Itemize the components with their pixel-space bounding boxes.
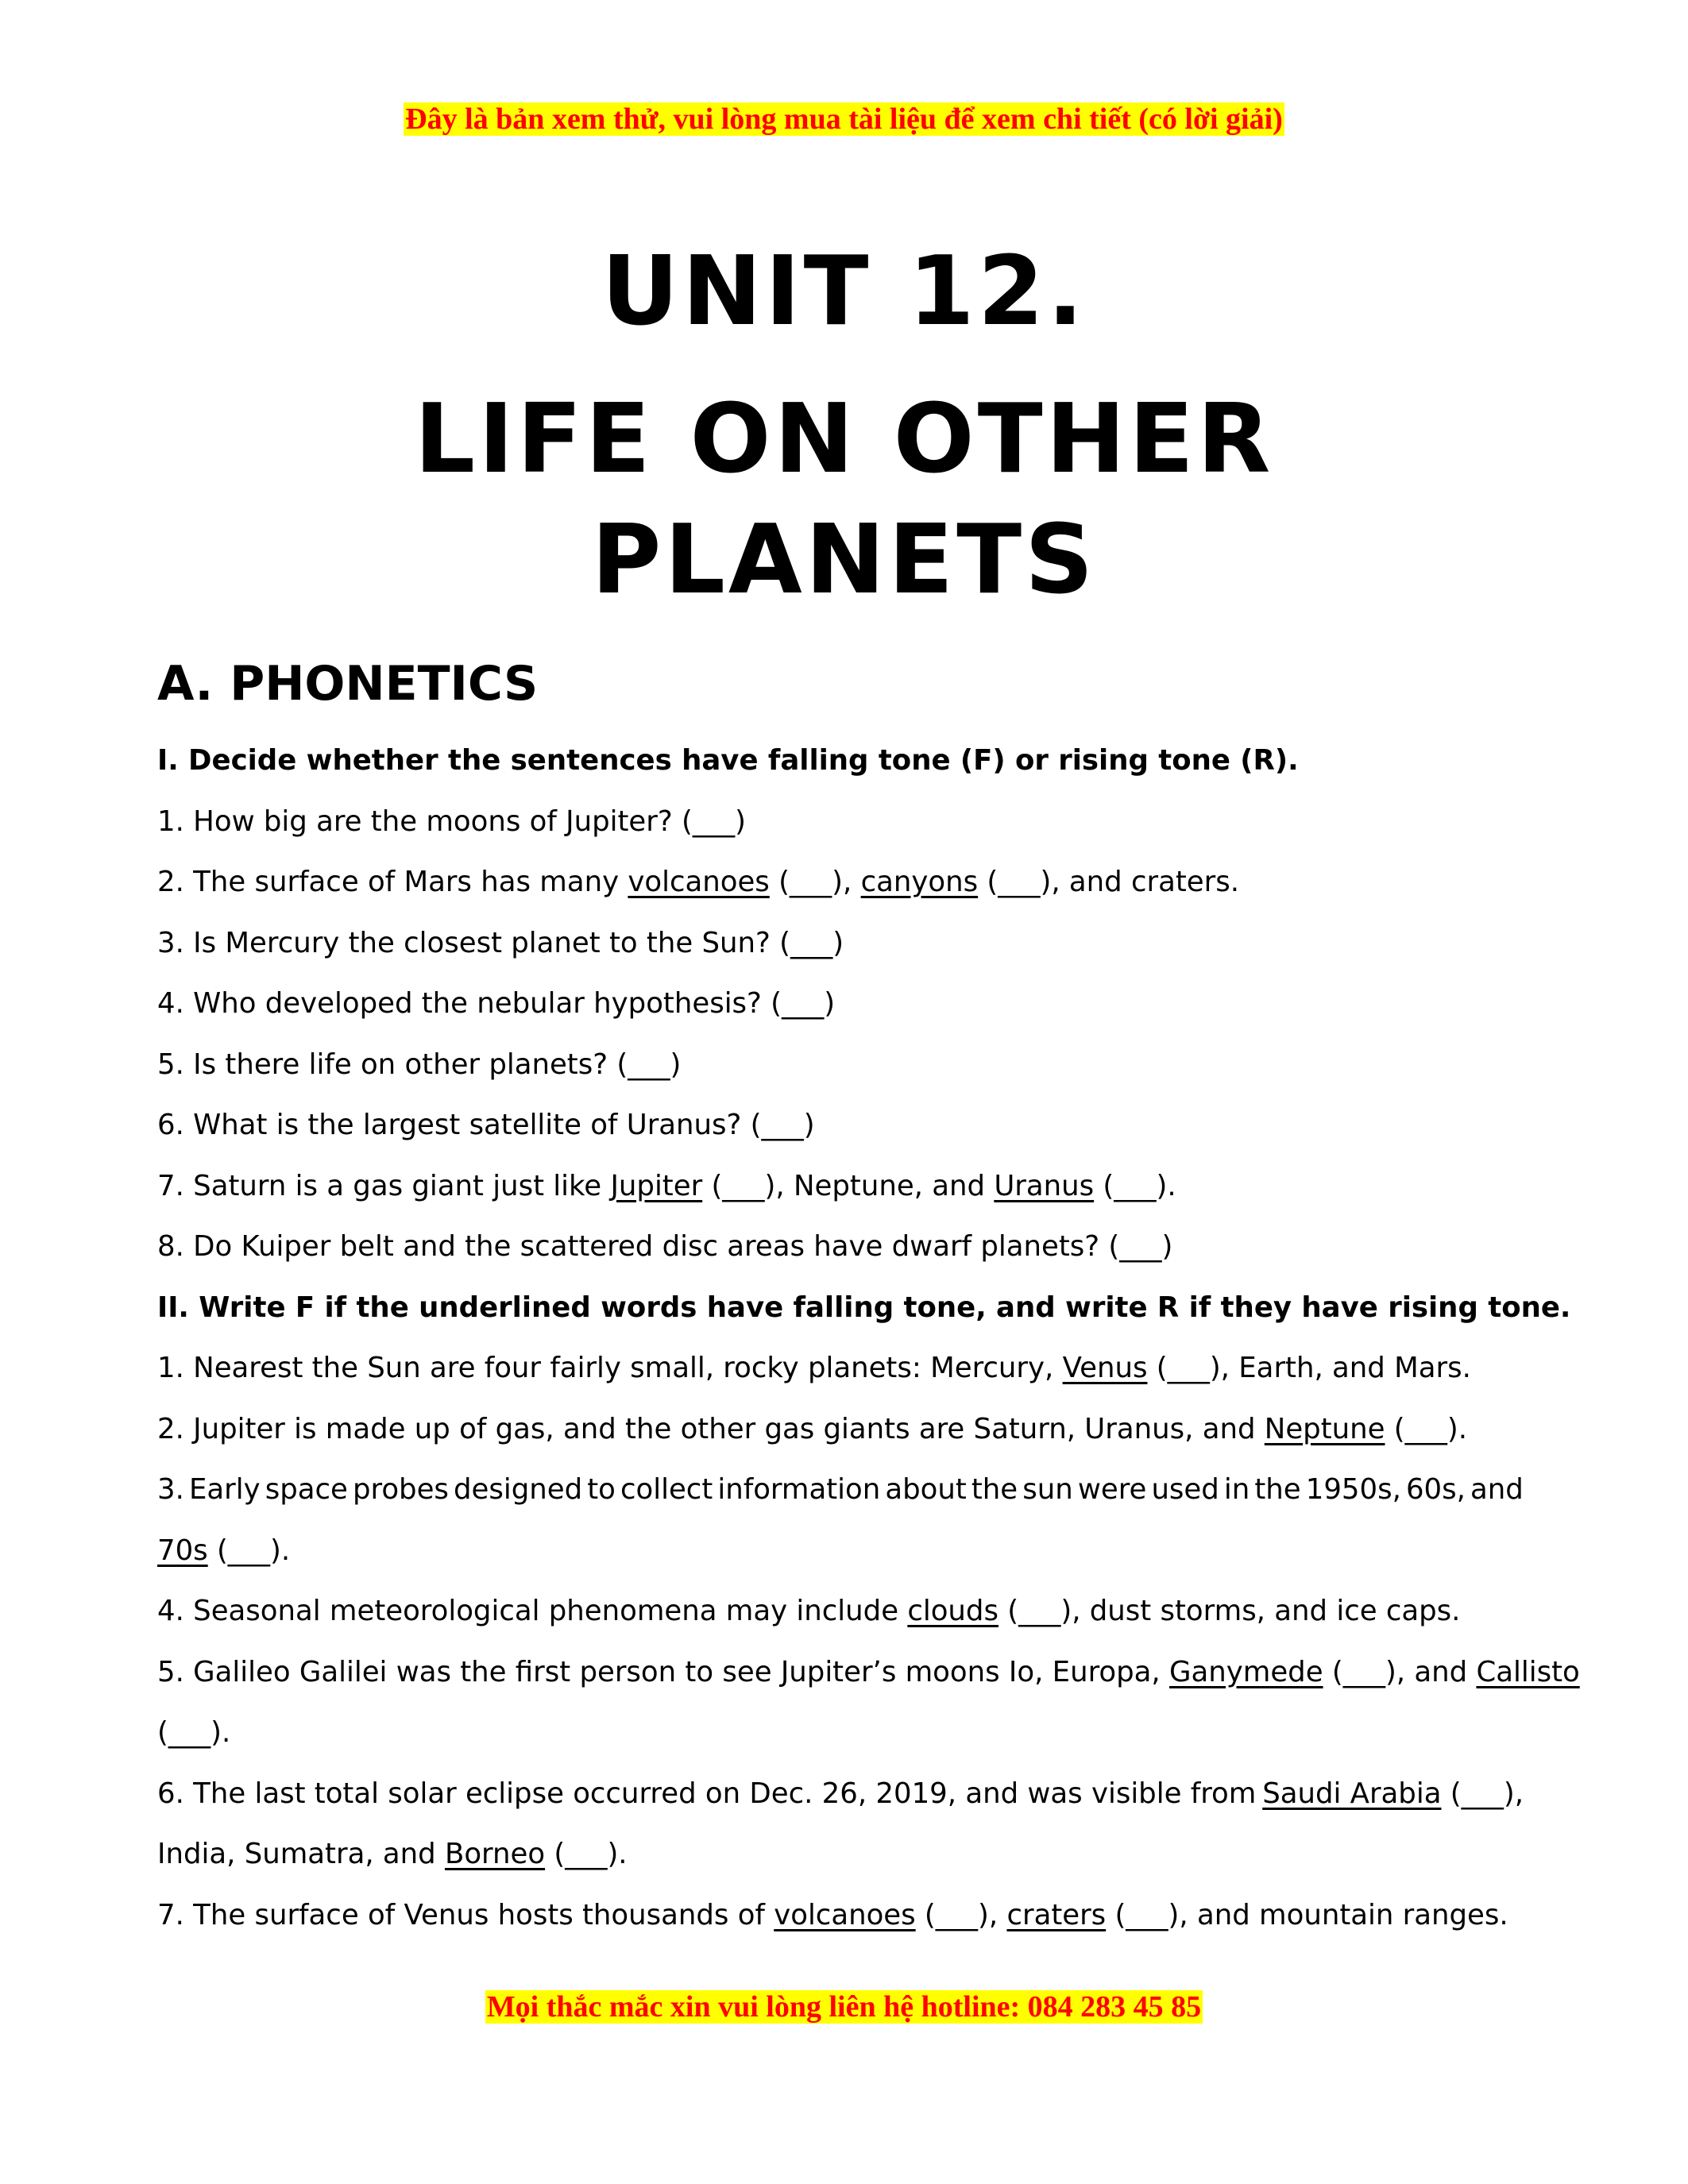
exercise-2-question-5-line1: 5. Galileo Galilei was the first person to see Jupiter’s moons Io, Europa, Ganymede (___), and Callisto <box>157 1655 1580 1688</box>
hotline-text: Mọi thắc mắc xin vui lòng liên hệ hotline: 084 283 45 85 <box>486 1990 1202 2024</box>
underlined-word: volcanoes <box>774 1898 916 1931</box>
underlined-word: Venus <box>1062 1352 1148 1384</box>
exercise-1-question-7: 7. Saturn is a gas giant just like Jupiter (___), Neptune, and Uranus (___). <box>157 1169 1176 1202</box>
underlined-word: Saudi Arabia <box>1262 1777 1442 1810</box>
exercise-2-question-4: 4. Seasonal meteorological phenomena may include clouds (___), dust storms, and ice caps. <box>157 1595 1461 1627</box>
underlined-word: Neptune <box>1264 1412 1385 1445</box>
unit-title: UNIT 12. <box>601 237 1087 347</box>
exercise-2-heading: II. Write F if the underlined words have falling tone, and write R if they have rising tone. <box>157 1291 1571 1324</box>
exercise-body <box>157 731 1580 1946</box>
exercise-1-question-6: 6. What is the largest satellite of Uranus? (___) <box>157 1109 815 1141</box>
underlined-word: canyons <box>860 866 979 898</box>
exercise-2-question-6-line2: India, Sumatra, and Borneo (___). <box>157 1838 628 1870</box>
section-heading-phonetics: A. PHONETICS <box>157 656 539 712</box>
exercise-1-question-3: 3. Is Mercury the closest planet to the Sun? (___) <box>157 926 844 959</box>
exercise-2-question-1: 1. Nearest the Sun are four fairly small, rocky planets: Mercury, Venus (___), Earth, and Mars. <box>157 1352 1471 1384</box>
preview-notice-text: Đây là bản xem thử, vui lòng mua tài liệu để xem chi tiết (có lời giải) <box>405 102 1283 136</box>
underlined-word: clouds <box>907 1595 999 1627</box>
exercise-1-question-4: 4. Who developed the nebular hypothesis? (___) <box>157 987 836 1020</box>
underlined-word: Borneo <box>444 1838 546 1870</box>
exercise-1-question-5: 5. Is there life on other planets? (___) <box>157 1048 682 1081</box>
exercise-2-question-3-line1: 3. Early space probes designed to collect information about the sun were used in the 1950s, 60s, and <box>157 1473 1524 1506</box>
underlined-word: volcanoes <box>628 866 770 898</box>
exercise-1-question-8: 8. Do Kuiper belt and the scattered disc areas have dwarf planets? (___) <box>157 1230 1173 1263</box>
unit-subtitle-line1: LIFE ON OTHER <box>414 384 1274 495</box>
underlined-word: Uranus <box>994 1169 1095 1202</box>
unit-subtitle-line2: PLANETS <box>591 505 1097 615</box>
underlined-word: Jupiter <box>610 1169 703 1202</box>
exercise-2-question-5-line2: (___). <box>157 1716 231 1749</box>
exercise-1-heading: I. Decide whether the sentences have falling tone (F) or rising tone (R). <box>157 744 1299 777</box>
preview-notice-banner <box>0 102 1688 137</box>
exercise-1-question-1: 1. How big are the moons of Jupiter? (___) <box>157 805 746 838</box>
exercise-1-question-2: 2. The surface of Mars has many volcanoes (___), canyons (___), and craters. <box>157 866 1239 898</box>
exercise-2-question-7: 7. The surface of Venus hosts thousands of volcanoes (___), craters (___), and mountain ranges. <box>157 1898 1508 1931</box>
underlined-word: 70s <box>157 1534 208 1567</box>
exercise-2-question-3-line2: 70s (___). <box>157 1534 291 1567</box>
exercise-2-question-2: 2. Jupiter is made up of gas, and the other gas giants are Saturn, Uranus, and Neptune (___). <box>157 1412 1468 1445</box>
underlined-word: craters <box>1006 1898 1107 1931</box>
exercise-2-question-6-line1: 6. The last total solar eclipse occurred on Dec. 26, 2019, and was visible from Saudi Arabia (___), <box>157 1777 1524 1810</box>
underlined-word: Ganymede <box>1168 1655 1323 1688</box>
hotline-banner <box>0 1989 1688 2024</box>
underlined-word: Callisto <box>1476 1655 1580 1688</box>
